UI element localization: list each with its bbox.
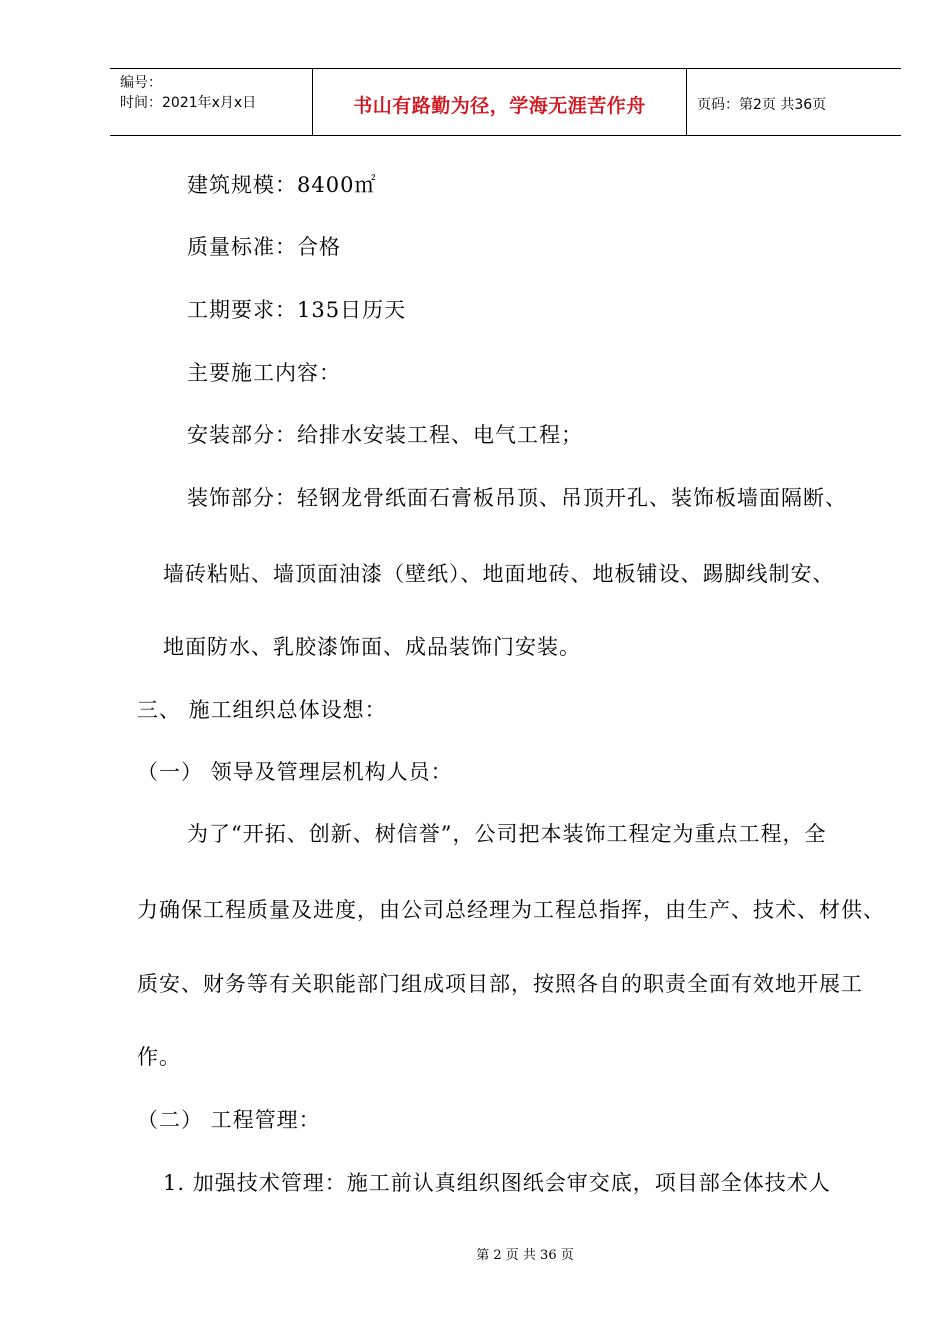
paragraph-line-2: 力确保工程质量及进度，由公司总经理为工程总指挥，由生产、技术、材供、 xyxy=(137,898,885,922)
decoration-line-2: 墙砖粘贴、墙顶面油漆（壁纸）、地面地砖、地板铺设、踢脚线制安、 xyxy=(163,562,835,586)
main-content-heading: 主要施工内容： xyxy=(187,361,341,385)
header-page-info: 页码：第2页 共36页 xyxy=(697,97,827,113)
subsection-one-heading: （一） 领导及管理层机构人员： xyxy=(137,760,453,784)
installation-line: 安装部分：给排水安装工程、电气工程； xyxy=(187,423,583,447)
paragraph-line-3: 质安、财务等有关职能部门组成项目部，按照各自的职责全面有效地开展工 xyxy=(137,972,863,996)
paragraph-line-1: 为了“开拓、创新、树信誉”，公司把本装饰工程定为重点工程，全 xyxy=(187,822,827,846)
serial-label: 编号： xyxy=(120,75,162,91)
decoration-line-3: 地面防水、乳胶漆饰面、成品装饰门安装。 xyxy=(163,635,581,659)
header-motto: 书山有路勤为径，学海无涯苦作舟 xyxy=(313,69,687,135)
page-header xyxy=(110,68,901,136)
page-footer: 第 2 页 共 36 页 xyxy=(476,1248,574,1263)
header-meta-cell xyxy=(110,69,313,135)
decoration-line-1: 装饰部分：轻钢龙骨纸面石膏板吊顶、吊顶开孔、装饰板墙面隔断、 xyxy=(187,486,847,510)
item-one-line: 1. 加强技术管理：施工前认真组织图纸会审交底，项目部全体技术人 xyxy=(163,1171,831,1195)
building-scale-line: 建筑规模：8400㎡ xyxy=(187,173,377,197)
date-label: 时间：2021年x月x日 xyxy=(120,95,257,111)
subsection-two-heading: （二） 工程管理： xyxy=(137,1108,321,1132)
duration-line: 工期要求：135日历天 xyxy=(187,298,407,322)
quality-standard-line: 质量标准：合格 xyxy=(187,235,341,259)
section-three-heading: 三、 施工组织总体设想： xyxy=(137,698,387,722)
paragraph-line-4: 作。 xyxy=(137,1045,181,1069)
